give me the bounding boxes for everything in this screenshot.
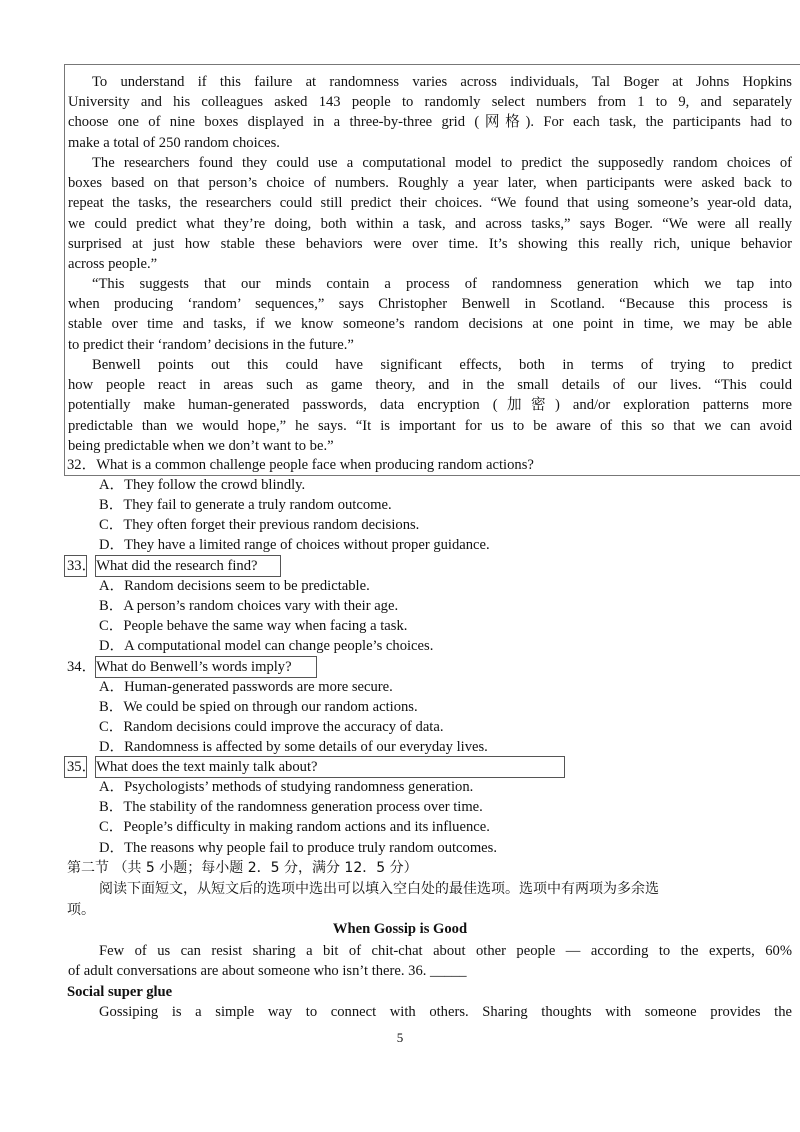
passage-paragraph-4 — [68, 355, 792, 456]
text-line: make a total of 250 random choices. — [68, 134, 280, 151]
option-34-a[interactable]: A．Human-generated passwords are more secure. — [99, 679, 393, 695]
option-35-a[interactable]: A．Psychologists’ methods of studying randomness generation. — [99, 779, 474, 795]
option-33-a[interactable]: A．Random decisions seem to be predictable. — [99, 578, 370, 594]
question-stem: What does the text mainly talk about? — [96, 759, 318, 775]
text-line: Few of us can resist sharing a bit of chit-chat about other people — according to the experts, 60% — [99, 943, 792, 959]
section-subheading: Social super glue — [67, 984, 173, 1000]
passage-title: When Gossip is Good — [332, 921, 468, 937]
option-33-b[interactable]: B．A person’s random choices vary with their age. — [99, 598, 399, 614]
passage-paragraph-3 — [68, 274, 792, 355]
section-heading: 第二节 （共 5 小题；每小题 2．5 分，满分 12．5 分） — [67, 860, 418, 876]
text-line: Benwell points out this could have significant effects, both in terms of trying to predict — [92, 357, 792, 373]
text-line: Gossiping is a simple way to connect with others. Sharing thoughts with someone provides the — [99, 1004, 792, 1020]
text-line: potentially make human-generated passwords, data encryption (加密) and/or exploration patterns more — [68, 397, 792, 414]
passage-paragraph-2 — [68, 153, 792, 274]
question-number: 33 — [67, 558, 82, 574]
page-number: 5 — [396, 1030, 404, 1045]
option-34-c[interactable]: C．Random decisions could improve the accuracy of data. — [99, 719, 444, 735]
option-32-b[interactable]: B．They fail to generate a truly random outcome. — [99, 497, 392, 513]
text-line: to predict their ‘random’ decisions in the future.” — [68, 336, 354, 353]
option-32-d[interactable]: D．They have a limited range of choices without proper guidance. — [99, 537, 490, 553]
text-line: stable over time and tasks, if we know someone’s random decisions at one point in time, we may be able — [68, 316, 792, 333]
option-32-c[interactable]: C．They often forget their previous random decisions. — [99, 517, 420, 533]
question-stem: What do Benwell’s words imply? — [96, 659, 292, 675]
text-line: of adult conversations are about someone who isn’t there. 36. _____ — [68, 963, 467, 980]
text-line: The researchers found they could use a computational model to predict the supposedly random choices of — [92, 155, 792, 171]
question-stem: What is a common challenge people face when producing random actions? — [96, 457, 534, 473]
question-35: 35．What does the text mainly talk about? — [67, 759, 318, 775]
option-32-a[interactable]: A．They follow the crowd blindly. — [99, 477, 306, 493]
text-line: choose one of nine boxes displayed in a three-by-three grid (网格). For each task, the participants had to — [68, 114, 792, 131]
text-line: when producing ‘random’ sequences,” says Christopher Benwell in Scotland. “Because this process is — [68, 296, 792, 313]
text-line: repeat the tasks, the researchers could still predict their choices. “We found that using someone’s year-old data, — [68, 195, 792, 212]
text-line: University and his colleagues asked 143 people to randomly select numbers from 1 to 9, and separately — [68, 94, 792, 111]
question-number: 35 — [67, 759, 82, 775]
option-33-c[interactable]: C．People behave the same way when facing a task. — [99, 618, 408, 634]
option-34-d[interactable]: D．Randomness is affected by some details of our everyday lives. — [99, 739, 488, 755]
passage-paragraph-1 — [68, 72, 792, 153]
option-35-d[interactable]: D．The reasons why people fail to produce truly random outcomes. — [99, 840, 497, 856]
text-line: how people react in areas such as game theory, and in the small details of our lives. “This could — [68, 377, 792, 394]
text-line: predictable than we would hope,” he says. “It is important for us to be aware of this so that we can avoid — [68, 417, 792, 434]
text-line: surprised at just how stable these behaviors were over time. It’s showing this really rich, unique behavior — [68, 235, 792, 252]
text-line: across people.” — [68, 256, 158, 273]
gossip-paragraph-2 — [68, 1002, 792, 1022]
question-32 — [67, 455, 534, 475]
question-33: 33．What did the research find? — [67, 558, 258, 574]
question-stem: What did the research find? — [96, 558, 258, 574]
text-line: To understand if this failure at randomness varies across individuals, Tal Boger at Johns Hopkins — [92, 74, 792, 90]
question-number: 32． — [67, 457, 97, 473]
section-instructions-cont: 项。 — [67, 902, 95, 918]
question-34 — [67, 657, 292, 677]
option-35-c[interactable]: C．People’s difficulty in making random actions and its influence. — [99, 819, 490, 835]
option-34-b[interactable]: B．We could be spied on through our random actions. — [99, 699, 418, 715]
option-35-b[interactable]: B．The stability of the randomness generation process over time. — [99, 799, 483, 815]
gossip-paragraph-1 — [68, 941, 792, 981]
question-number: 34． — [67, 659, 97, 675]
text-line: we could predict what they’re doing, both within a task, and across tasks,” says Boger. “We were all really — [68, 215, 792, 232]
option-33-d[interactable]: D．A computational model can change people’s choices. — [99, 638, 434, 654]
text-line: being predictable when we don’t want to be.” — [68, 437, 334, 454]
text-line: “This suggests that our minds contain a process of randomness generation which we tap into — [92, 276, 792, 292]
section-instructions: 阅读下面短文，从短文后的选项中选出可以填入空白处的最佳选项。选项中有两项为多余选 — [99, 881, 659, 897]
text-line: boxes based on that person’s choice of numbers. Roughly a year later, when participants were asked back to — [68, 175, 792, 192]
